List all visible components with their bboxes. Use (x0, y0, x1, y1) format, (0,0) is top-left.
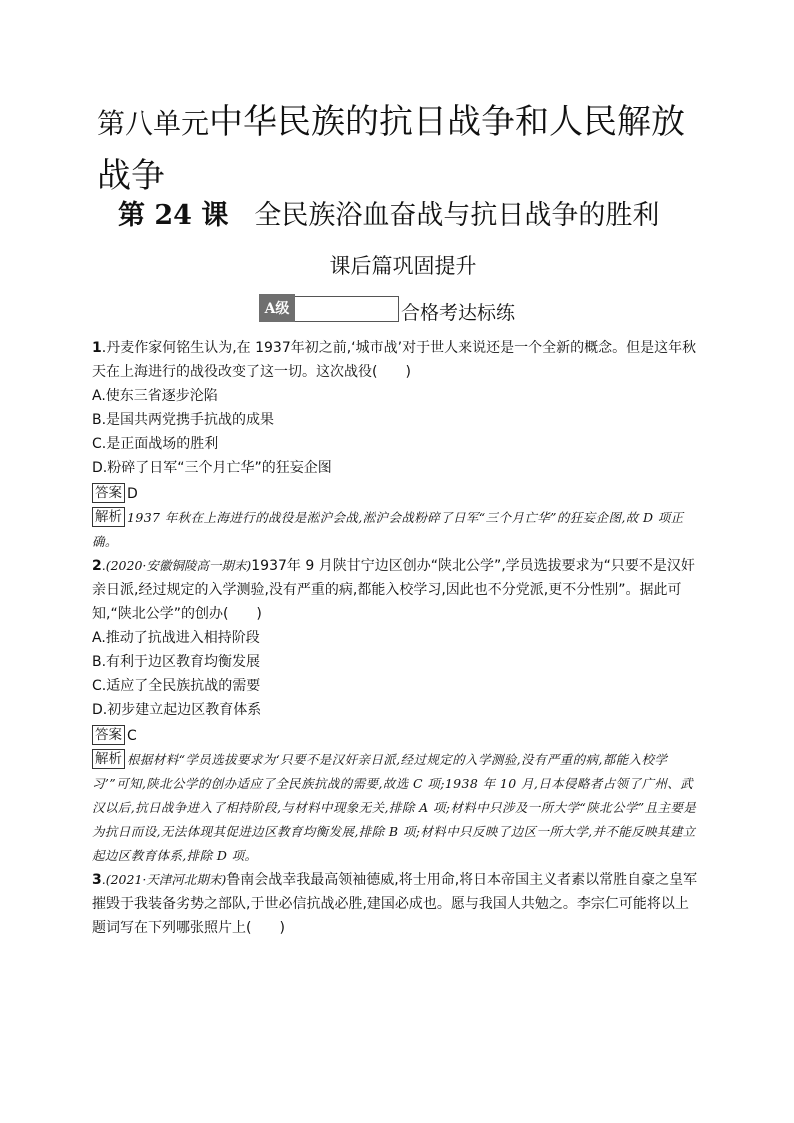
level-label: 合格考达标练 (401, 302, 516, 324)
question-1 (92, 336, 702, 554)
explanation-text: 根据材料“学员选拔要求为‘只要不是汉奸亲日派,经过规定的入学测验,没有严重的病,都能入校学习’”可知,陕北公学的创办适应了全民族抗战的需要,故选 C 项;1938 年 10 月,日本侵略者占领了广州、武汉以后,抗日战争进入了相持阶段,与材料中现象无关,排除 A 项;材料中只涉及一所大学“陕北公学”且主要是为抗日而设,无法体现其促进边区教育均衡发展,排除 B 项;材料中只反映了边区一所大学,并不能反映其建立起边区教育体系,排除 D 项。 (92, 752, 697, 863)
question-text: .丹麦作家何铭生认为,在 1937年初之前,‘城市战’对于世人来说还是一个全新的概念。但是这年秋天在上海进行的战役改变了这一切。这次战役( ) (92, 340, 697, 380)
question-source: .(2020·安徽铜陵高一期末) (101, 558, 252, 573)
explanation-tag: 解析 (92, 749, 125, 769)
lesson-name: 全民族浴血奋战与抗日战争的胜利 (254, 200, 660, 231)
answer-line (92, 724, 702, 748)
option-d: D.初步建立起边区教育体系 (92, 702, 262, 718)
option-b: B.有利于边区教育均衡发展 (92, 654, 261, 670)
option-c: C.是正面战场的胜利 (92, 436, 219, 452)
unit-title (97, 98, 697, 206)
option-a: A.使东三省逐步沦陷 (92, 388, 218, 404)
question-stem (92, 868, 702, 940)
lesson-number: 第 24 课 (118, 200, 229, 231)
question-number: 2 (92, 558, 102, 574)
answer-tag: 答案 (92, 483, 125, 503)
option-d: D.粉碎了日军“三个月亡华”的狂妄企图 (92, 460, 332, 476)
question-text: 鲁南会战幸我最高领袖德威,将士用命,将日本帝国主义者素以常胜自豪之皇军摧毁于我装备劣势之部队,于世必信抗战必胜,建国必成也。愿与我国人共勉之。李宗仁可能将以上题词写在下列哪张照片上( ) (92, 872, 698, 936)
answer-value: C (127, 728, 137, 744)
option-a: A.推动了抗战进入相持阶段 (92, 630, 260, 646)
explanation-text: 1937 年秋在上海进行的战役是淞沪会战,淞沪会战粉碎了日军“三个月亡华”的狂妄企图,故 D 项正确。 (92, 510, 684, 549)
answer-tag: 答案 (92, 725, 125, 745)
level-header (259, 294, 515, 328)
unit-number: 第八单元 (97, 107, 210, 140)
explanation-line (92, 748, 702, 868)
level-blank-box (295, 296, 399, 322)
question-3 (92, 868, 702, 940)
explanation-line (92, 506, 702, 554)
question-text: 1937年 9 月陕甘宁边区创办“陕北公学”,学员选拔要求为“只要不是汉奸亲日派,经过规定的入学测验,没有严重的病,都能入校学习,因此也不分党派,更不分性别”。据此可知,“陕北公学”的创办( ) (92, 558, 695, 622)
option-c: C.适应了全民族抗战的需要 (92, 678, 261, 694)
question-stem (92, 336, 702, 384)
question-number: 1 (92, 340, 102, 356)
answer-value: D (127, 486, 138, 502)
question-2 (92, 554, 702, 868)
section-title: 课后篇巩固提升 (329, 254, 477, 278)
question-list (92, 336, 702, 940)
level-badge: A级 (259, 294, 295, 322)
explanation-tag: 解析 (92, 507, 125, 527)
question-stem (92, 554, 702, 626)
lesson-title (118, 196, 718, 236)
question-source: .(2021·天津河北期末) (101, 872, 227, 887)
question-number: 3 (92, 872, 102, 888)
answer-line (92, 482, 702, 506)
unit-name: 中华民族的抗日战争和人民解放战争 (97, 102, 686, 196)
option-b: B.是国共两党携手抗战的成果 (92, 412, 275, 428)
